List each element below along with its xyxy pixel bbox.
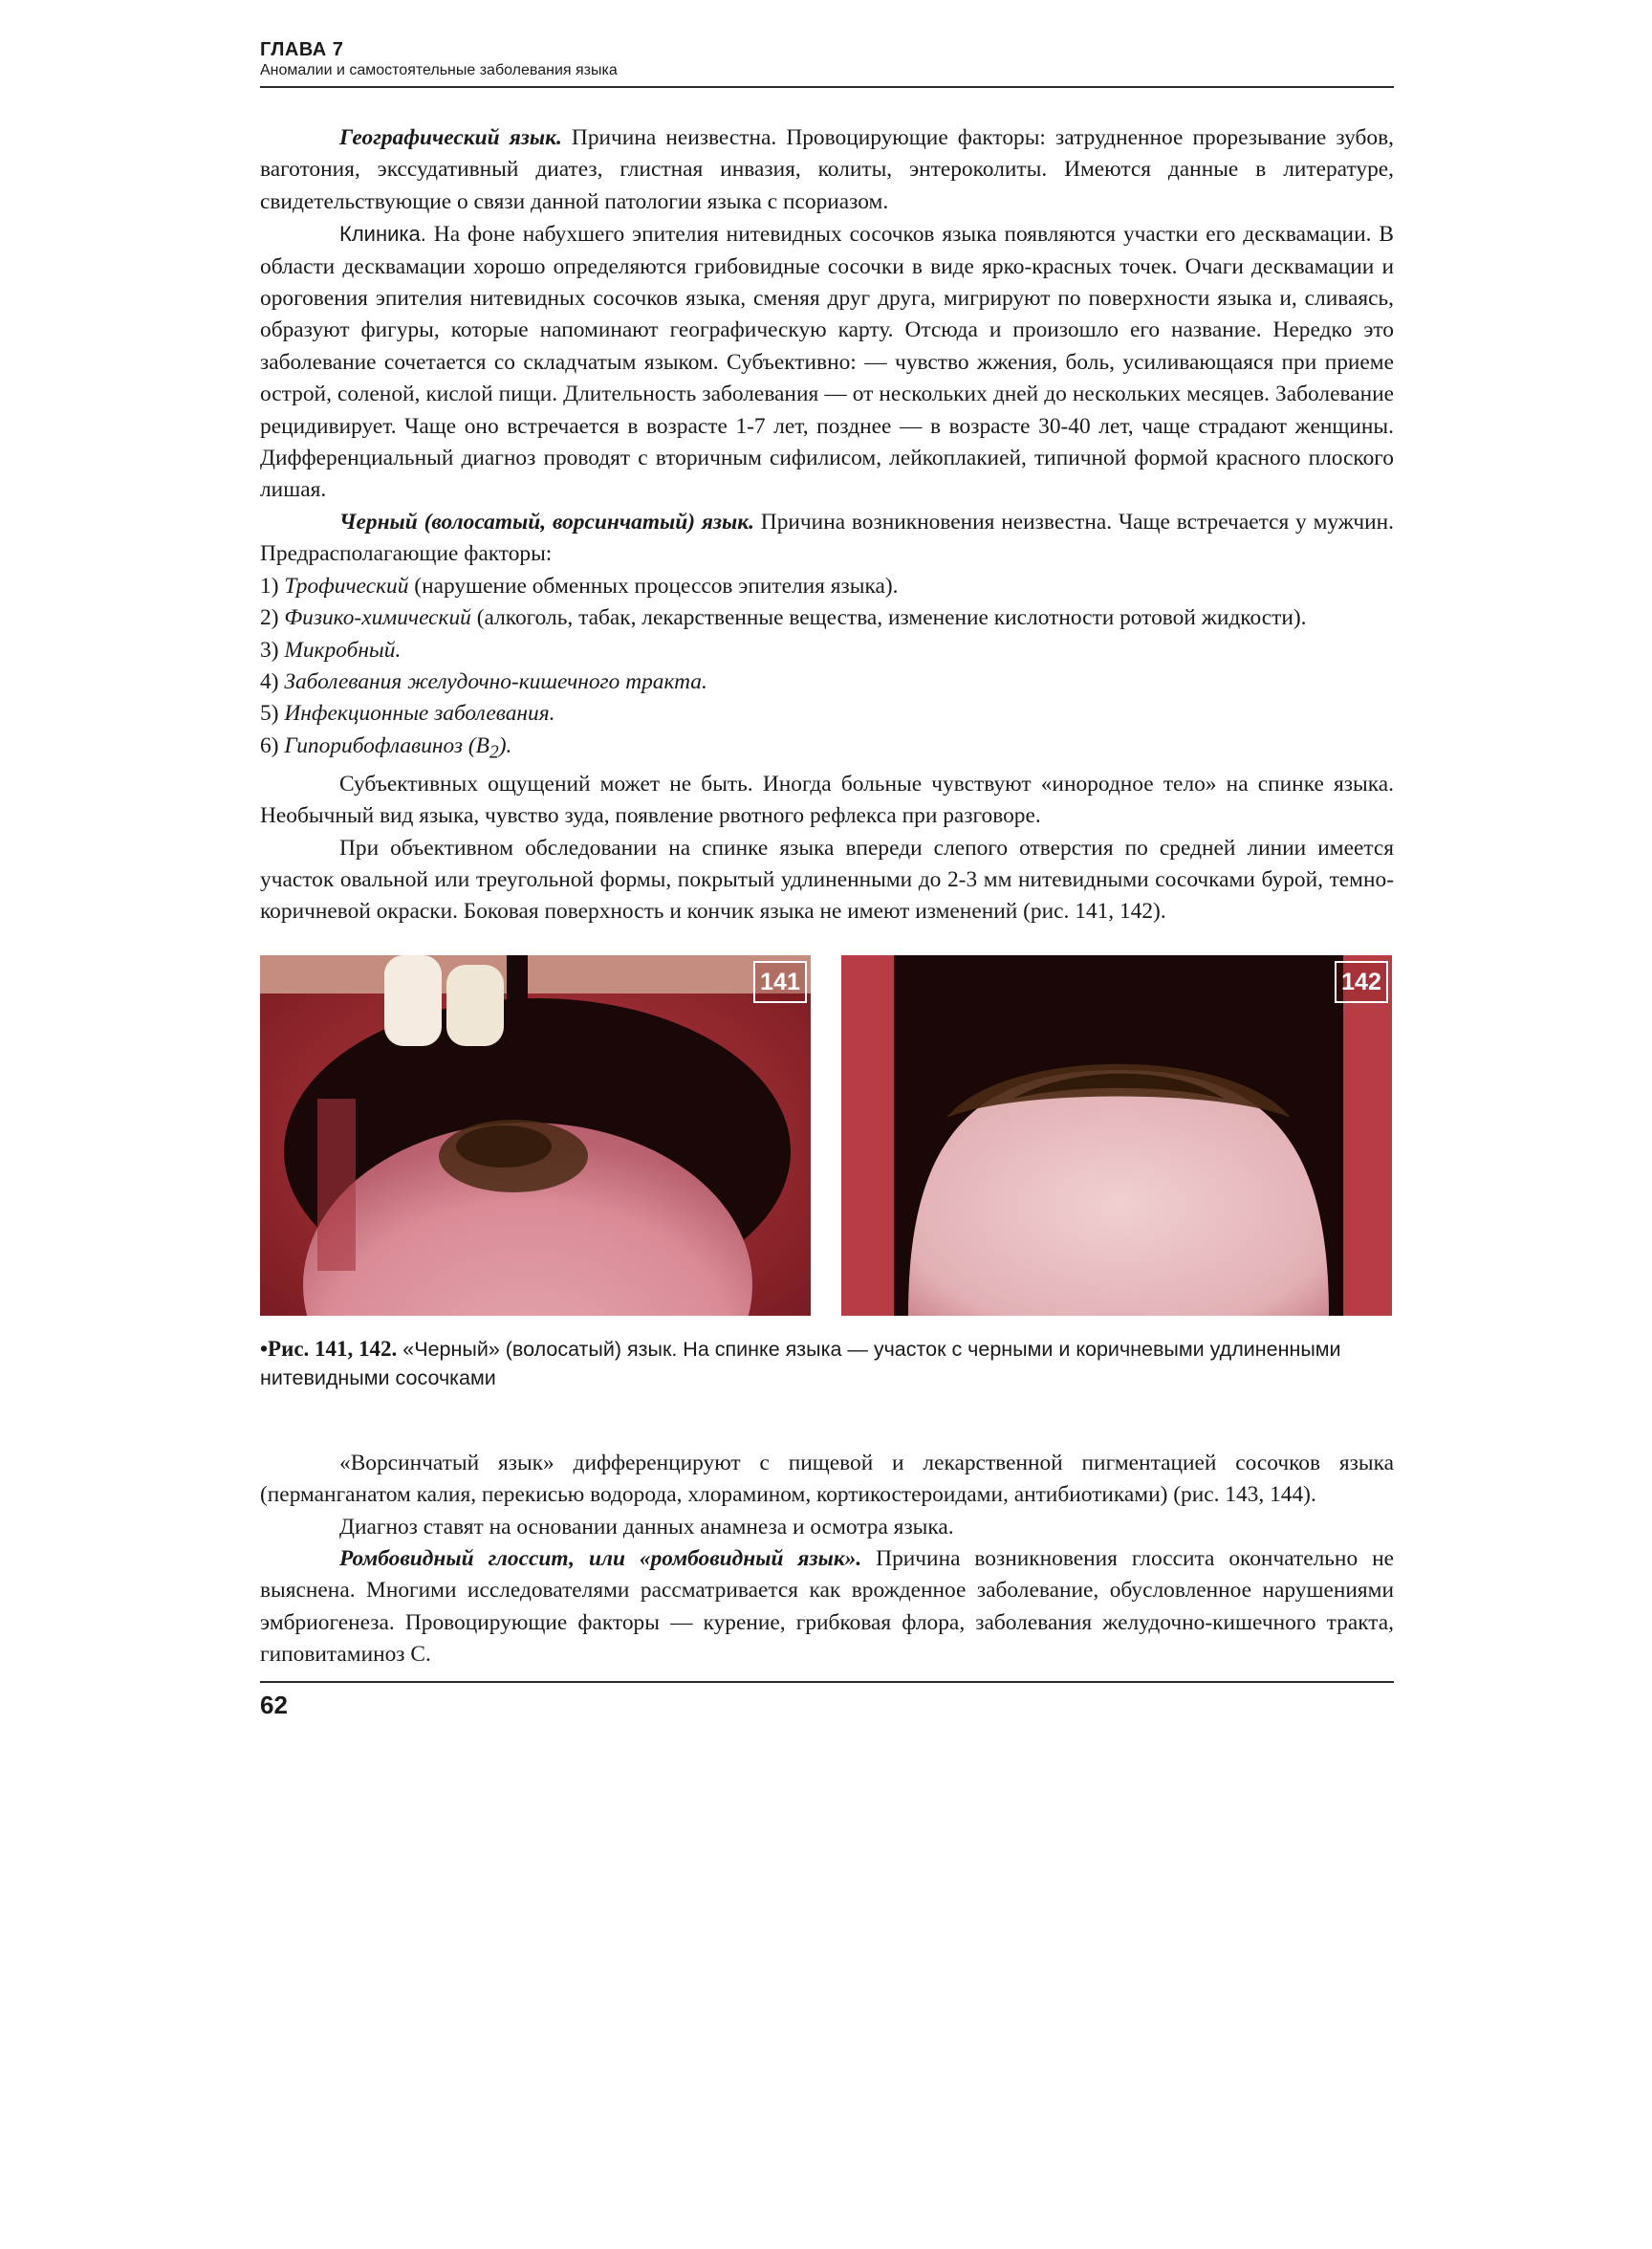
body-text-bottom — [260, 1448, 1394, 1671]
list-number: 4) — [260, 668, 279, 694]
page-number: 62 — [260, 1690, 288, 1719]
paragraph-text: На фоне набухшего эпителия нитевидных сосочков языка появляются участки его десквамации. В области десквамации хорошо определяются грибовидные сосочки в виде ярко-красных точек. Очаги десквамации и ороговения эпителия нитевидных сосочков языка, сменяя друг друга, мигрируют по поверхности языка и, сливаясь, образуют фигуры, которые напоминают географическую карту. Отсюда и произошло его название. Нередко это заболевание сочетается со складчатым языком. Субъективно: — чувство жжения, боль, усиливающаяся при приеме острой, соленой, кислой пищи. Длительность заболевания — от нескольких дней до нескольких месяцев. Заболевание рецидивирует. Чаще оно встречается в возрасте 1-7 лет, позднее — в возрасте 30-40 лет, чаще страдают женщины. Дифференциальный диагноз проводят с вторичным сифилисом, лейкоплакией, типичной формой красного плоского лишая. — [260, 222, 1394, 503]
book-page — [260, 38, 1394, 1720]
caption-label: •Рис. 141, 142. — [260, 1336, 398, 1361]
list-item — [260, 666, 1394, 698]
photo-141-image — [260, 955, 811, 1316]
list-term: Микробный. — [284, 637, 402, 663]
paragraph-clinic — [260, 218, 1394, 507]
paragraph-text: Причина возникновения глоссита окончательно не выяснена. Многими исследователями рассматривается как врожденное заболевание, обусловленное нарушениями эмбриогенеза. Провоцирующие факторы — курение, грибковая флора, заболевания желудочно-кишечного тракта, гиповитаминоз С. — [260, 1546, 1394, 1668]
photo-hairy-tongue-142 — [841, 955, 1392, 1316]
photo-142-image — [841, 955, 1392, 1316]
chapter-subtitle: Аномалии и самостоятельные заболевания языка — [260, 62, 618, 78]
paragraph-text: Причина возникновения неизвестна. Чаще встречается у мужчин. Предрасполагающие факторы: — [260, 509, 1394, 567]
list-term: Гипорибофлавиноз (B — [284, 732, 489, 758]
paragraph-text: Причина неизвестна. Провоцирующие факторы: затрудненное прорезывание зубов, ваготония, экссудативный диатез, глистная инвазия, колиты, энтероколиты. Имеются данные в литературе, свидетельствующие о связи данной патологии языка с псориазом. — [260, 125, 1394, 214]
list-item — [260, 698, 1394, 730]
section-heading-rhomboid: Ромбовидный глоссит, или «ромбовидный язык». — [339, 1546, 862, 1572]
section-heading-geographic: Географический язык. — [339, 125, 562, 150]
list-subscript: 2 — [489, 742, 499, 763]
list-text: (нарушение обменных процессов эпителия языка). — [408, 573, 899, 599]
list-number: 6) — [260, 732, 279, 758]
factors-list — [260, 571, 1394, 769]
paragraph-examination: При объективном обследовании на спинке языка впереди слепого отверстия по средней линии имеется участок овальной или треугольной формы, покрытый удлиненными до 2-3 мм нитевидными сосочками бурой, темно-коричневой окраски. Боковая поверхность и кончик языка не имеют изменений (рис. 141, 142). — [260, 835, 1394, 925]
list-text: (алкоголь, табак, лекарственные вещества, изменение кислотности ротовой жидкости). — [470, 605, 1307, 631]
figure-number-badge: 141 — [753, 961, 807, 1003]
footer-rule — [260, 1681, 1394, 1683]
list-item — [260, 602, 1394, 634]
chapter-title: ГЛАВА 7 — [260, 39, 344, 60]
list-term: Заболевания желудочно-кишечного тракта. — [284, 668, 707, 694]
list-number: 5) — [260, 701, 279, 727]
body-text-top — [260, 122, 1394, 928]
list-text: ). — [498, 732, 512, 758]
paragraph-differential: «Ворсинчатый язык» дифференцируют с пищевой и лекарственной пигментацией сосочков языка (перманганатом калия, перекисью водорода, хлорамином, кортикостероидами, антибиотиками) (рис. 143, 144). — [260, 1450, 1394, 1508]
figure-row — [260, 955, 1394, 1316]
paragraph-geographic-tongue — [260, 122, 1394, 218]
list-number: 2) — [260, 605, 279, 631]
list-number: 3) — [260, 637, 279, 663]
list-term: Физико-химический — [284, 605, 471, 631]
section-heading-black: Черный (волосатый, ворсинчатый) язык. — [339, 509, 754, 535]
figure-number-badge: 142 — [1335, 961, 1388, 1003]
list-item — [260, 635, 1394, 666]
list-term: Инфекционные заболевания. — [284, 701, 555, 727]
paragraph-diagnosis: Диагноз ставят на основании данных анамнеза и осмотра языка. — [339, 1514, 954, 1539]
paragraph-sensations: Субъективных ощущений может не быть. Иногда больные чувствуют «инородное тело» на спинке языка. Необычный вид языка, чувство зуда, появление рвотного рефлекса при разговоре. — [260, 771, 1394, 829]
list-term: Трофический — [284, 573, 409, 599]
list-number: 1) — [260, 573, 279, 599]
figure-caption — [260, 1335, 1394, 1392]
running-head — [260, 38, 1394, 96]
photo-hairy-tongue-141 — [260, 955, 811, 1316]
header-rule — [260, 86, 1394, 88]
clinic-label: Клиника. — [339, 222, 426, 247]
caption-text: «Черный» (волосатый) язык. На спинке языка — участок с черными и коричневыми удлиненными нитевидными сосочками — [260, 1337, 1341, 1389]
list-item — [260, 571, 1394, 602]
paragraph-rhomboid — [260, 1543, 1394, 1671]
list-item — [260, 731, 1394, 769]
paragraph-black-tongue — [260, 507, 1394, 571]
